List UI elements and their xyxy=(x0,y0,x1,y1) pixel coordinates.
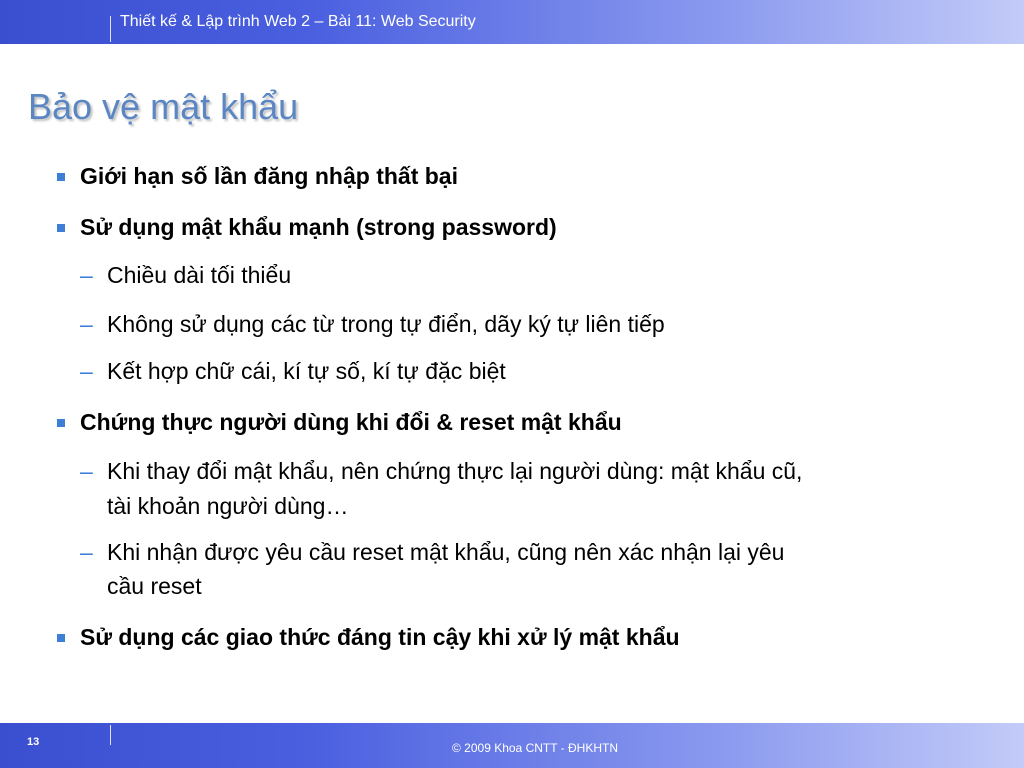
bullet-item: Chứng thực người dùng khi đổi & reset mật khẩu xyxy=(80,409,622,435)
dash-icon: – xyxy=(80,539,93,565)
bullet-square-icon xyxy=(57,419,65,427)
sub-bullet-item-continuation: tài khoản người dùng… xyxy=(107,493,349,519)
sub-bullet-item-continuation: cầu reset xyxy=(107,573,202,599)
sub-bullet-item: Chiều dài tối thiểu xyxy=(107,262,292,288)
copyright-text: © 2009 Khoa CNTT - ĐHKHTN xyxy=(452,741,619,755)
slide-title: Bảo vệ mật khẩu xyxy=(28,86,299,127)
sub-bullet-item: Không sử dụng các từ trong tự điển, dãy ký tự liên tiếp xyxy=(107,311,665,337)
bullet-item: Giới hạn số lần đăng nhập thất bại xyxy=(80,163,458,189)
dash-icon: – xyxy=(80,311,93,337)
bullet-square-icon xyxy=(57,173,65,181)
dash-icon: – xyxy=(80,358,93,384)
bullet-square-icon xyxy=(57,224,65,232)
sub-bullet-item: Khi nhận được yêu cầu reset mật khẩu, cũng nên xác nhận lại yêu xyxy=(107,539,785,565)
slide-number: 13 xyxy=(27,736,40,748)
footer-divider xyxy=(110,725,111,745)
dash-icon: – xyxy=(80,458,93,484)
header-title: Thiết kế & Lập trình Web 2 – Bài 11: Web Security xyxy=(120,13,476,30)
sub-bullet-item: Khi thay đổi mật khẩu, nên chứng thực lại người dùng: mật khẩu cũ, xyxy=(107,458,803,484)
bullet-square-icon xyxy=(57,634,65,642)
dash-icon: – xyxy=(80,262,93,288)
bullet-item: Sử dụng các giao thức đáng tin cậy khi xử lý mật khẩu xyxy=(80,624,680,650)
sub-bullet-item: Kết hợp chữ cái, kí tự số, kí tự đặc biệt xyxy=(107,358,506,384)
bullet-item: Sử dụng mật khẩu mạnh (strong password) xyxy=(80,214,557,240)
